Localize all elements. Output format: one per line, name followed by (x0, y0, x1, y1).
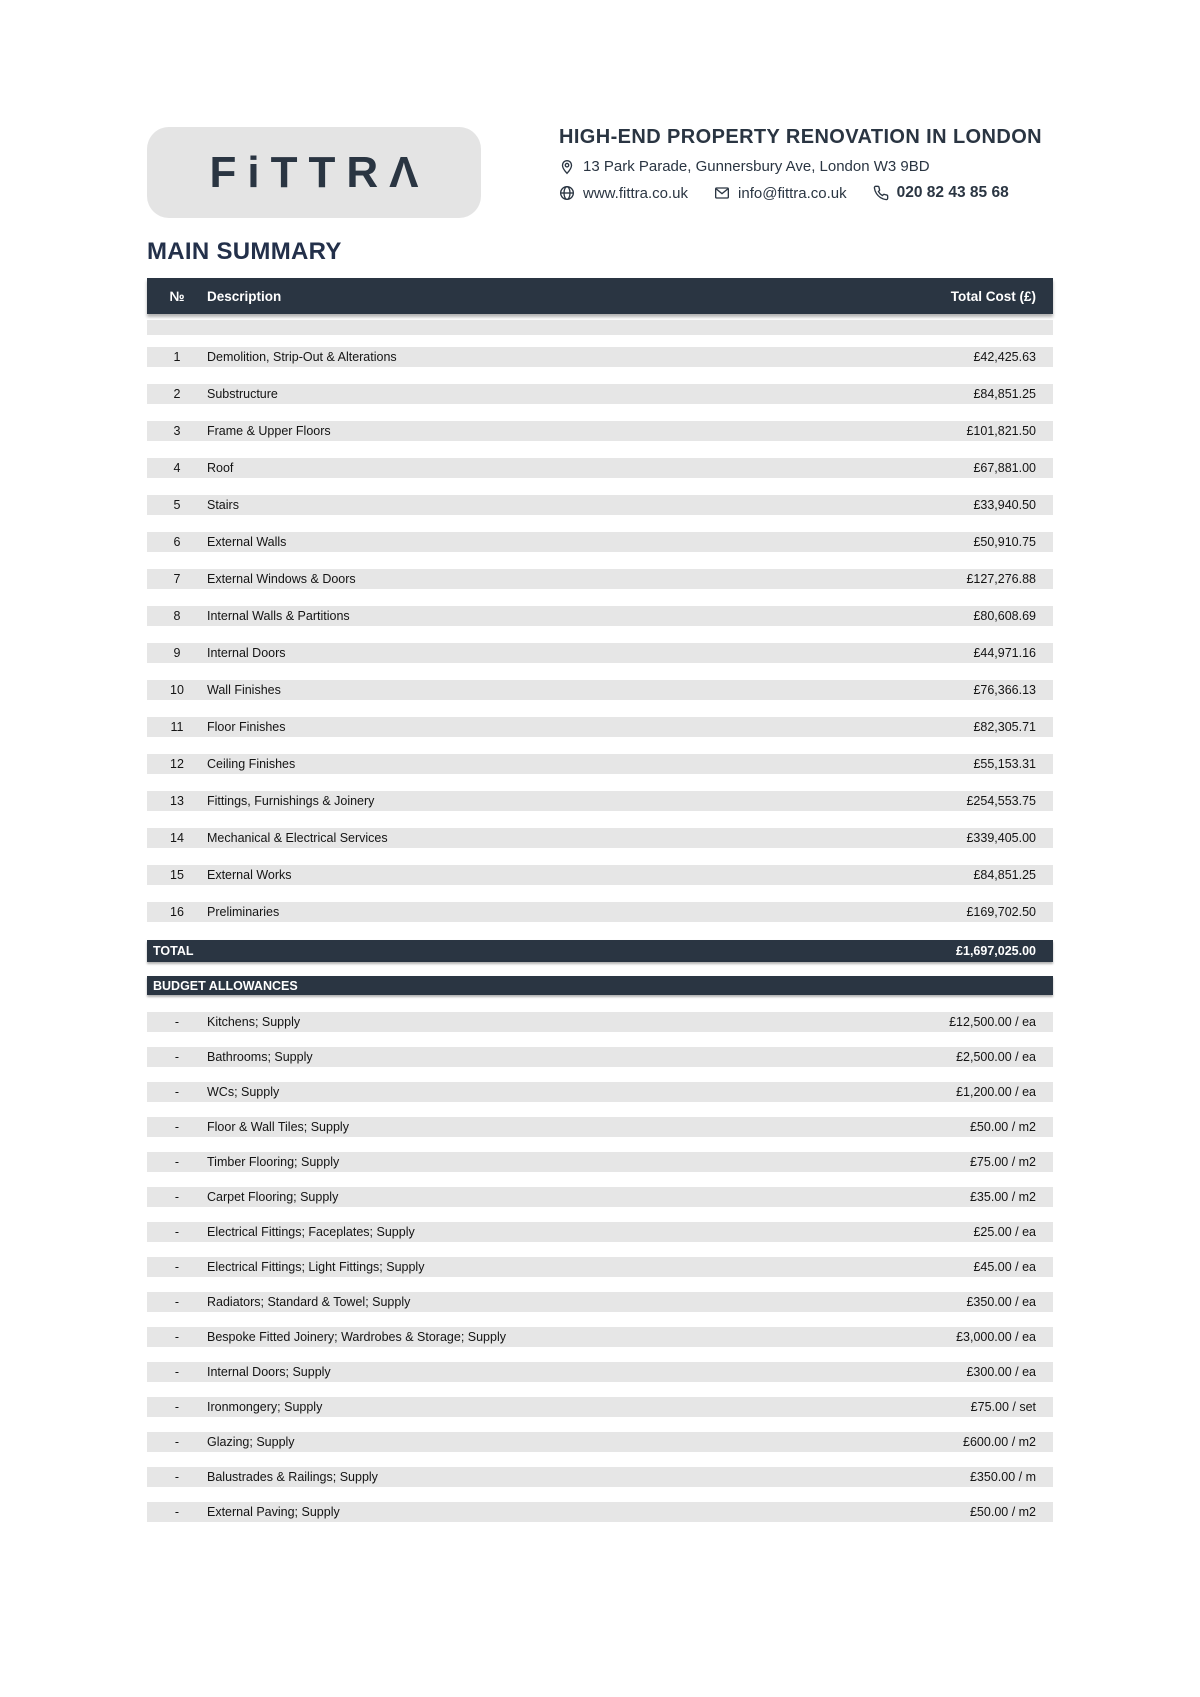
row-number: 5 (173, 498, 181, 512)
row-number: - (174, 1015, 180, 1029)
row-cost: £42,425.63 (973, 350, 1036, 364)
budget-allowances-title: BUDGET ALLOWANCES (153, 978, 298, 993)
row-description: External Works (207, 868, 292, 882)
row-cost: £1,200.00 / ea (956, 1085, 1036, 1099)
row-cost: £67,881.00 (973, 461, 1036, 475)
row-description: Internal Doors (207, 646, 286, 660)
table-row (147, 532, 1053, 552)
table-row (147, 1502, 1053, 1522)
row-cost: £80,608.69 (973, 609, 1036, 623)
row-cost: £600.00 / m2 (963, 1435, 1036, 1449)
row-description: Glazing; Supply (207, 1435, 295, 1449)
row-number: 8 (173, 609, 181, 623)
row-cost: £44,971.16 (973, 646, 1036, 660)
column-header-total-cost: Total Cost (£) (950, 288, 1036, 304)
row-description: Preliminaries (207, 905, 280, 919)
row-cost: £50.00 / m2 (969, 1120, 1036, 1134)
row-number: - (174, 1260, 180, 1274)
row-number: 9 (173, 646, 181, 660)
row-number: - (174, 1225, 180, 1239)
row-description: External Paving; Supply (207, 1505, 340, 1519)
row-number: 14 (170, 831, 184, 845)
row-number: - (174, 1330, 180, 1344)
envelope-icon (714, 185, 730, 201)
table-row (147, 1397, 1053, 1417)
row-description: Ceiling Finishes (207, 757, 296, 771)
row-description: External Walls (207, 535, 287, 549)
row-description: Mechanical & Electrical Services (207, 831, 388, 845)
row-number: - (174, 1155, 180, 1169)
row-cost: £300.00 / ea (966, 1365, 1036, 1379)
location-pin-icon (559, 159, 575, 175)
table-row (147, 717, 1053, 737)
row-description: Bathrooms; Supply (207, 1050, 313, 1064)
row-cost: £2,500.00 / ea (956, 1050, 1036, 1064)
row-description: Demolition, Strip-Out & Alterations (207, 350, 397, 364)
summary-table (147, 278, 1053, 1522)
table-row (147, 569, 1053, 589)
contact-line (559, 184, 1059, 202)
table-row (147, 347, 1053, 367)
website-text: www.fittra.co.uk (583, 184, 689, 202)
row-cost: £55,153.31 (973, 757, 1036, 771)
row-description: Timber Flooring; Supply (207, 1155, 340, 1169)
row-number: - (174, 1120, 180, 1134)
address-text: 13 Park Parade, Gunnersbury Ave, London W3 9BD (583, 158, 930, 175)
table-row (147, 1117, 1053, 1137)
row-description: Internal Doors; Supply (207, 1365, 331, 1379)
table-row (147, 495, 1053, 515)
globe-icon (559, 185, 575, 201)
address-line (559, 158, 1059, 175)
total-row (147, 940, 1053, 962)
row-description: Kitchens; Supply (207, 1015, 301, 1029)
row-number: - (174, 1470, 180, 1484)
row-cost: £82,305.71 (973, 720, 1036, 734)
row-number: 6 (173, 535, 181, 549)
table-row (147, 1467, 1053, 1487)
row-cost: £25.00 / ea (973, 1225, 1036, 1239)
table-row (147, 902, 1053, 922)
table-row (147, 1327, 1053, 1347)
row-cost: £3,000.00 / ea (956, 1330, 1036, 1344)
budget-allowances-header (147, 976, 1053, 995)
row-description: WCs; Supply (207, 1085, 280, 1099)
table-row (147, 1187, 1053, 1207)
company-logo (147, 127, 481, 218)
row-cost: £50.00 / m2 (969, 1505, 1036, 1519)
row-cost: £35.00 / m2 (969, 1190, 1036, 1204)
row-description: Frame & Upper Floors (207, 424, 331, 438)
row-number: - (174, 1050, 180, 1064)
row-number: - (174, 1295, 180, 1309)
row-cost: £84,851.25 (973, 868, 1036, 882)
budget-allowance-rows (147, 1012, 1053, 1522)
row-description: Floor Finishes (207, 720, 286, 734)
row-cost: £169,702.50 (966, 905, 1036, 919)
table-row (147, 865, 1053, 885)
table-row (147, 1012, 1053, 1032)
website-segment (559, 185, 688, 202)
row-cost: £45.00 / ea (973, 1260, 1036, 1274)
row-cost: £84,851.25 (973, 387, 1036, 401)
row-cost: £350.00 / ea (966, 1295, 1036, 1309)
row-description: Substructure (207, 387, 278, 401)
row-number: - (174, 1085, 180, 1099)
row-description: Roof (207, 461, 234, 475)
row-cost: £76,366.13 (973, 683, 1036, 697)
phone-segment (873, 184, 1009, 202)
summary-rows (147, 347, 1053, 922)
row-cost: £33,940.50 (973, 498, 1036, 512)
table-row (147, 606, 1053, 626)
row-description: External Windows & Doors (207, 572, 356, 586)
row-description: Internal Walls & Partitions (207, 609, 350, 623)
table-row (147, 680, 1053, 700)
row-number: - (174, 1365, 180, 1379)
table-row (147, 1292, 1053, 1312)
table-row (147, 1362, 1053, 1382)
table-row (147, 1432, 1053, 1452)
total-value: £1,697,025.00 (956, 944, 1036, 958)
row-number: 16 (170, 905, 184, 919)
table-row (147, 791, 1053, 811)
table-spacer-row (147, 320, 1053, 335)
row-number: - (174, 1400, 180, 1414)
column-header-number: № (169, 288, 185, 304)
table-row (147, 1082, 1053, 1102)
company-tagline: HIGH-END PROPERTY RENOVATION IN LONDON (559, 126, 1043, 148)
row-number: 7 (173, 572, 181, 586)
table-row (147, 1257, 1053, 1277)
email-segment (714, 185, 847, 202)
table-row (147, 754, 1053, 774)
row-number: - (174, 1505, 180, 1519)
table-row (147, 643, 1053, 663)
table-row (147, 421, 1053, 441)
email-text: info@fittra.co.uk (738, 184, 847, 202)
row-number: - (174, 1190, 180, 1204)
phone-icon (873, 185, 889, 201)
row-description: Carpet Flooring; Supply (207, 1190, 339, 1204)
table-row (147, 1222, 1053, 1242)
row-number: 11 (170, 720, 184, 734)
row-cost: £12,500.00 / ea (949, 1015, 1036, 1029)
company-logo-text: FiTTRΛ (209, 147, 430, 197)
row-description: Fittings, Furnishings & Joinery (207, 794, 375, 808)
table-row (147, 1152, 1053, 1172)
row-description: Wall Finishes (207, 683, 281, 697)
row-description: Ironmongery; Supply (207, 1400, 323, 1414)
row-number: 1 (173, 350, 181, 364)
page-title: MAIN SUMMARY (147, 238, 342, 265)
table-row (147, 384, 1053, 404)
row-cost: £339,405.00 (966, 831, 1036, 845)
row-description: Balustrades & Railings; Supply (207, 1470, 378, 1484)
row-cost: £127,276.88 (966, 572, 1036, 586)
total-label: TOTAL (153, 944, 194, 958)
row-cost: £75.00 / m2 (969, 1155, 1036, 1169)
phone-text: 020 82 43 85 68 (896, 184, 1009, 201)
row-cost: £75.00 / set (970, 1400, 1036, 1414)
column-header-description: Description (207, 288, 282, 304)
row-number: 4 (173, 461, 181, 475)
row-number: 10 (170, 683, 184, 697)
row-number: 12 (170, 757, 184, 771)
table-header-row (147, 278, 1053, 314)
table-row (147, 828, 1053, 848)
row-number: 15 (170, 868, 184, 882)
letterhead-info (559, 126, 1059, 202)
row-number: 13 (170, 794, 184, 808)
row-description: Stairs (207, 498, 239, 512)
row-number: 2 (173, 387, 181, 401)
row-number: - (174, 1435, 180, 1449)
row-description: Radiators; Standard & Towel; Supply (207, 1295, 411, 1309)
row-cost: £50,910.75 (973, 535, 1036, 549)
row-description: Electrical Fittings; Faceplates; Supply (207, 1225, 415, 1239)
row-cost: £254,553.75 (966, 794, 1036, 808)
row-description: Electrical Fittings; Light Fittings; Supply (207, 1260, 425, 1274)
table-row (147, 458, 1053, 478)
row-cost: £101,821.50 (966, 424, 1036, 438)
row-cost: £350.00 / m (969, 1470, 1036, 1484)
row-description: Floor & Wall Tiles; Supply (207, 1120, 349, 1134)
table-row (147, 1047, 1053, 1067)
row-number: 3 (173, 424, 181, 438)
row-description: Bespoke Fitted Joinery; Wardrobes & Storage; Supply (207, 1330, 506, 1344)
